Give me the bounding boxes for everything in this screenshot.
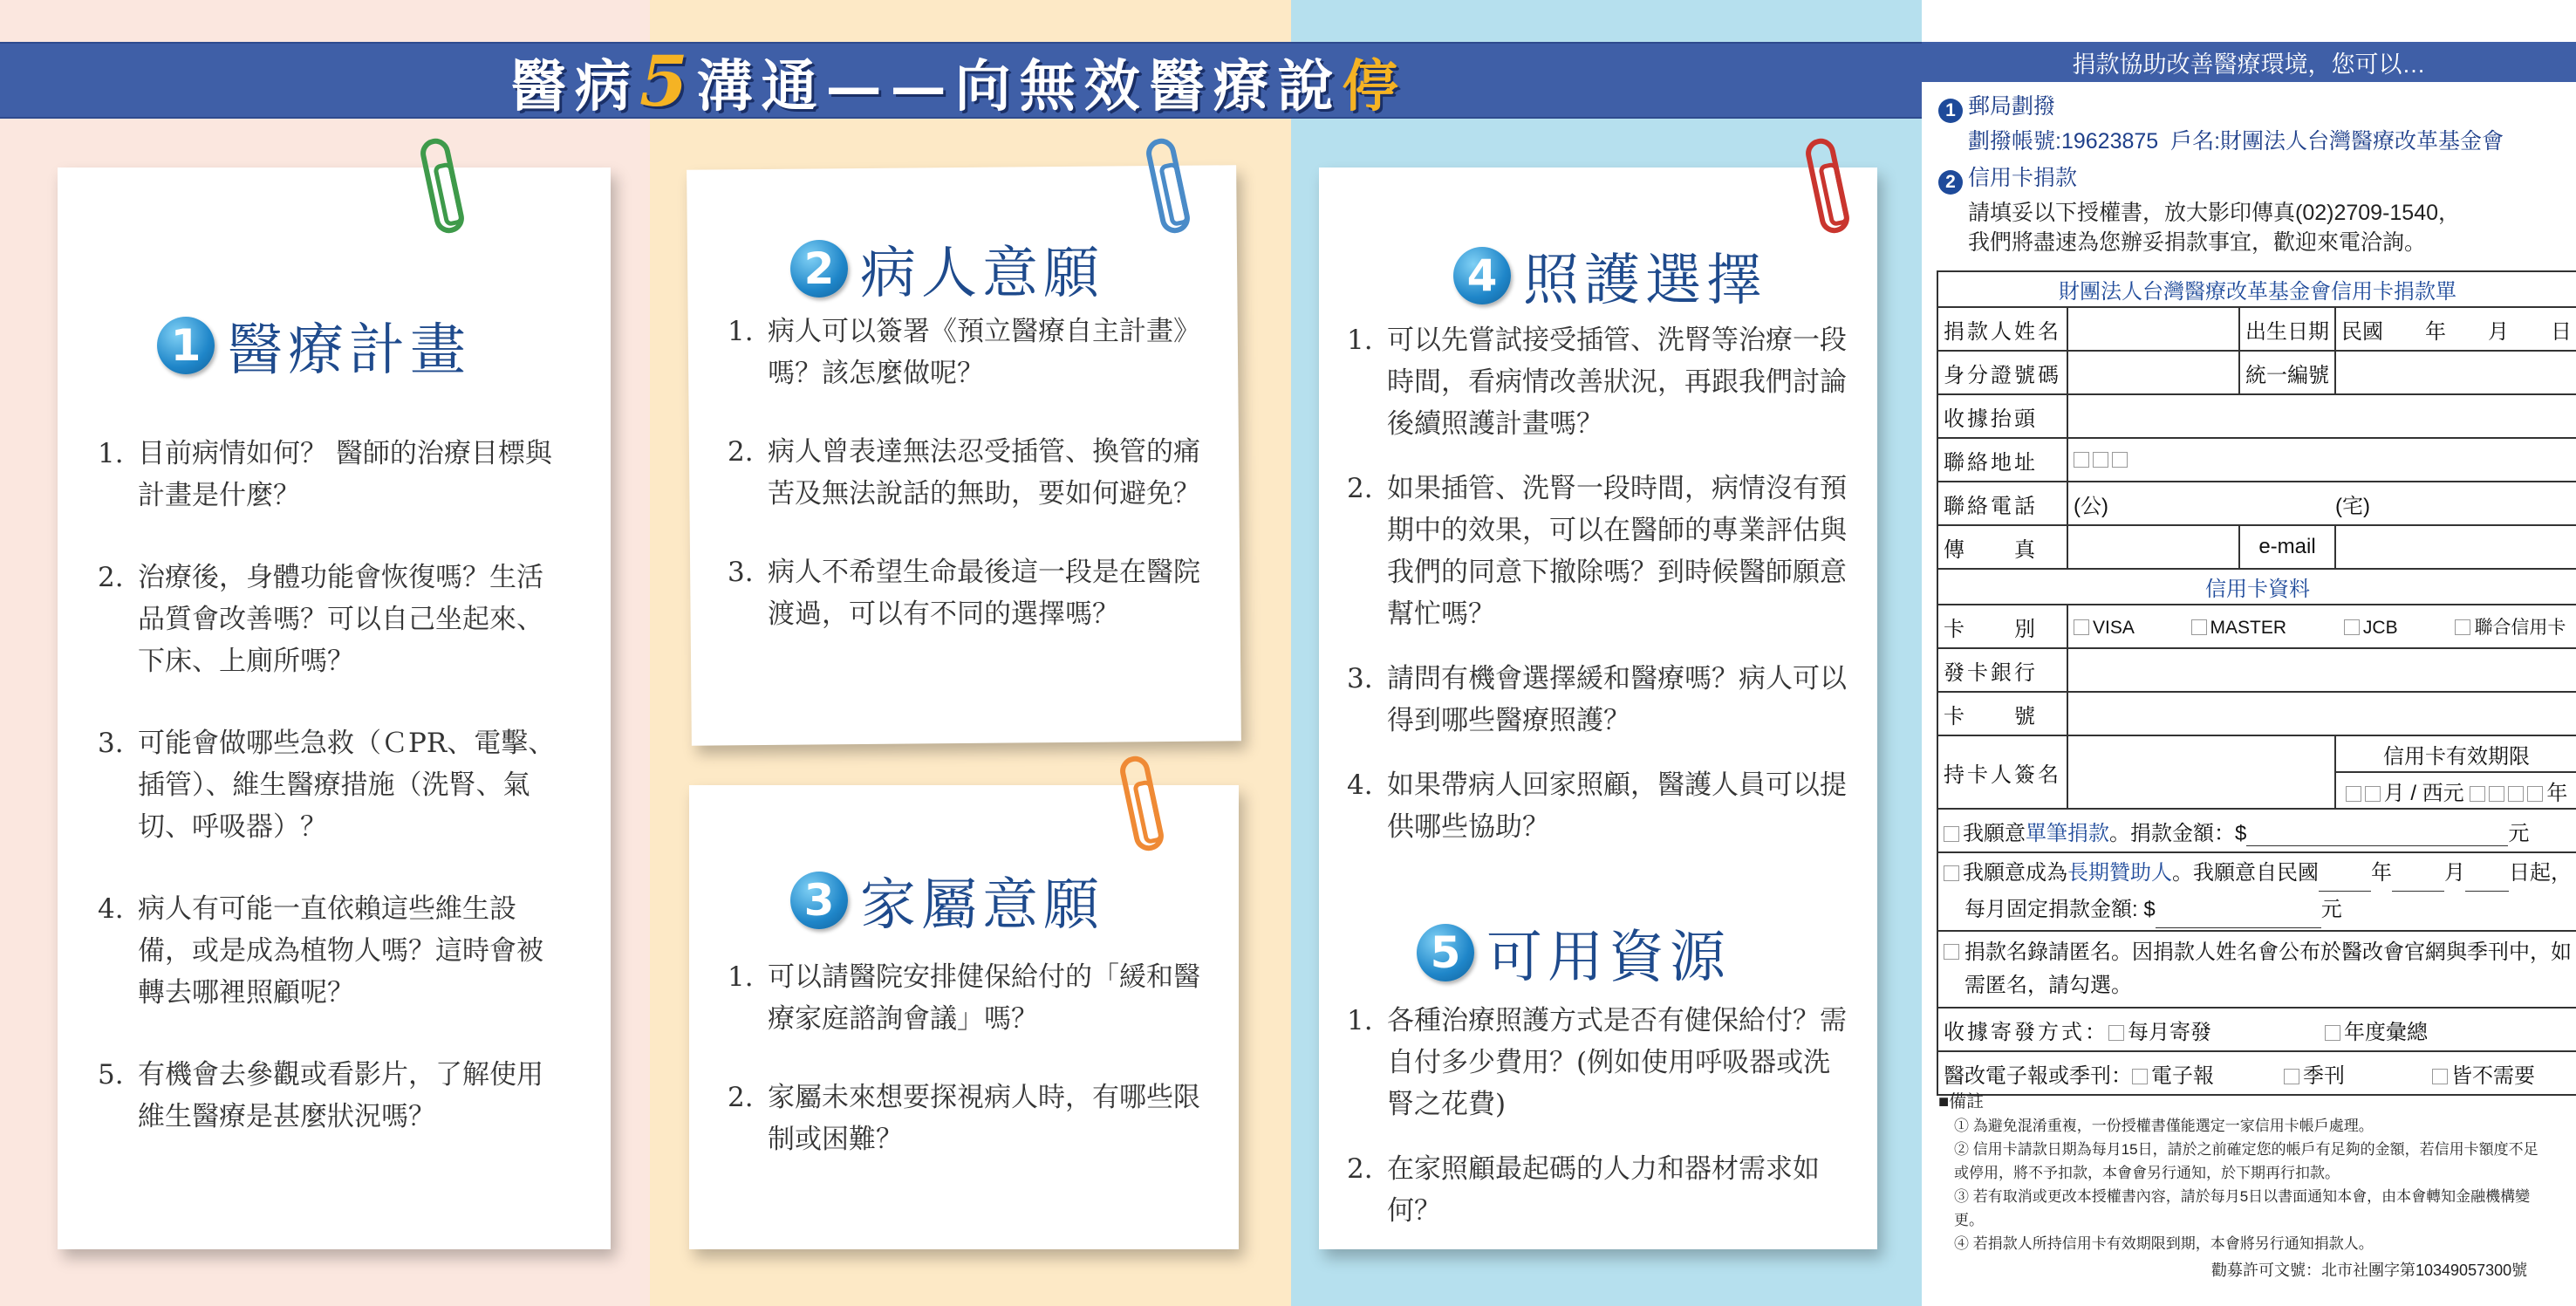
list-item: 2. 治療後，身體功能會恢復嗎？生活品質會改善嗎？可以自己坐起來、下床、上廁所嗎？ bbox=[98, 562, 543, 677]
monthly-mail-checkbox[interactable] bbox=[2108, 1025, 2124, 1041]
card-section-title: 信用卡資料 bbox=[1937, 569, 2576, 605]
quarterly-checkbox[interactable] bbox=[2284, 1069, 2299, 1084]
label-email: e-mail bbox=[2239, 525, 2335, 569]
section-4-list bbox=[1347, 319, 1853, 848]
no-need-checkbox[interactable] bbox=[2432, 1069, 2448, 1084]
label-card-holder-sign: 持卡人簽名 bbox=[1937, 735, 2067, 809]
permit-number: 勸募許可文號：北市社團字第10349057300號 bbox=[2211, 1262, 2528, 1279]
fax-field[interactable] bbox=[2067, 525, 2239, 569]
phone-field[interactable]: (公) (宅) bbox=[2067, 482, 2576, 525]
list-item: 3. 病人不希望生命最後這一段是在醫院渡過，可以有不同的選擇嗎？ bbox=[728, 557, 1200, 630]
remarks bbox=[1938, 1091, 2549, 1255]
remarks-title: ■備註 bbox=[1938, 1092, 1985, 1111]
donor-name-field[interactable] bbox=[2067, 307, 2239, 351]
list-item: 5. 有機會去參觀或看影片，了解使用維生醫療是甚麼狀況嗎？ bbox=[98, 1059, 543, 1132]
visa-checkbox[interactable] bbox=[2074, 619, 2089, 635]
banner-title: 醫病5溝通——向無效醫療說停 bbox=[510, 40, 1407, 122]
expiry-field[interactable]: 月 / 西元 年 bbox=[2335, 772, 2576, 809]
section-number-badge: 5 bbox=[1417, 924, 1474, 981]
section-5-heading bbox=[1417, 913, 1731, 993]
section-number-badge: 1 bbox=[157, 317, 215, 374]
yearly-mail-checkbox[interactable] bbox=[2325, 1025, 2340, 1041]
list-item: 3. 可能會做哪些急救（ＣPR、電擊、插管）、維生醫療措施（洗腎、氣切、呼吸器）？ bbox=[98, 728, 556, 843]
list-item: 1. 各種治療照護方式是否有健保給付？需自付多少費用？(例如使用呼吸器或洗腎之花費) bbox=[1347, 1005, 1847, 1120]
master-checkbox[interactable] bbox=[2191, 619, 2207, 635]
option-number-badge: 2 bbox=[1938, 170, 1963, 195]
section-number-badge: 4 bbox=[1453, 247, 1511, 304]
remark-item: ④ 若捐款人所持信用卡有效期限到期，本會將另行通知捐款人。 bbox=[1954, 1235, 2374, 1252]
list-item: 1. 可以先嘗試接受插管、洗腎等治療一段時間，看病情改善狀況，再跟我們討論後續照護計畫嗎？ bbox=[1347, 325, 1847, 440]
e-news-checkbox[interactable] bbox=[2132, 1069, 2148, 1084]
tax-id-field[interactable] bbox=[2335, 351, 2576, 394]
label-donor-name: 捐款人姓名 bbox=[1937, 307, 2067, 351]
label-issuer-bank: 發卡銀行 bbox=[1937, 648, 2067, 692]
issuer-bank-field[interactable] bbox=[2067, 648, 2576, 692]
donation-header: 捐款協助改善醫療環境，您可以… bbox=[1922, 42, 2576, 82]
label-tax-id: 統一編號 bbox=[2239, 351, 2335, 394]
section-title: 醫療計畫 bbox=[227, 318, 471, 383]
remark-item: ② 信用卡請款日期為每月15日，請於之前確定您的帳戶有足夠的金額，若信用卡額度不足或停用，將不予扣款，本會會另行通知，於下期再行扣款。 bbox=[1954, 1141, 2538, 1181]
section-title: 可用資源 bbox=[1486, 926, 1731, 990]
address-field[interactable] bbox=[2067, 438, 2576, 482]
label-expiry: 信用卡有效期限 bbox=[2335, 735, 2576, 772]
long-term-checkbox[interactable] bbox=[1944, 865, 1959, 881]
list-item: 2. 如果插管、洗腎一段時間，病情沒有預期中的效果，可以在醫師的專業評估與我們的同意下撤除嗎？到時候醫師願意幫忙嗎？ bbox=[1347, 473, 1847, 630]
label-fax: 傳 真 bbox=[1937, 525, 2067, 569]
option-credit-card: 2 信用卡捐款 bbox=[1938, 161, 2077, 195]
label-card-number: 卡 號 bbox=[1937, 692, 2067, 735]
birth-date-field[interactable]: 民國 年 月 日 bbox=[2335, 307, 2576, 351]
section-title: 照護選擇 bbox=[1523, 249, 1767, 313]
list-item: 4. 如果帶病人回家照顧，醫護人員可以提供哪些協助？ bbox=[1347, 769, 1847, 843]
list-item: 2. 在家照顧最起碼的人力和器材需求如何？ bbox=[1347, 1153, 1820, 1227]
credit-card-instructions-1: 請填妥以下授權書，放大影印傳真(02)2709-1540， bbox=[1968, 201, 2461, 225]
remark-item: ① 為避免混淆重複，一份授權書僅能選定一家信用卡帳戶處理。 bbox=[1954, 1118, 2374, 1134]
label-birth-date: 出生日期 bbox=[2239, 307, 2335, 351]
label-id-number: 身分證號碼 bbox=[1937, 351, 2067, 394]
section-1-list bbox=[98, 433, 569, 1138]
list-item: 1. 目前病情如何？ 醫師的治療目標與計畫是什麼？ bbox=[98, 438, 552, 511]
label-phone: 聯絡電話 bbox=[1937, 482, 2067, 525]
section-3-heading bbox=[790, 860, 1104, 940]
section-number-badge: 2 bbox=[790, 240, 848, 297]
receipt-mail-row: 收據寄發方式： 每月寄發 年度彙總 bbox=[1937, 1008, 2576, 1051]
receipt-title-field[interactable] bbox=[2067, 394, 2576, 438]
remark-item: ③ 若有取消或更改本授權書內容，請於每月5日以書面通知本會，由本會轉知金融機構變更。 bbox=[1954, 1188, 2531, 1228]
list-item: 2. 病人曾表達無法忍受插管、換管的痛苦及無法說話的無助，要如何避免？ bbox=[728, 436, 1200, 509]
section-4-heading bbox=[1453, 236, 1767, 316]
id-number-field[interactable] bbox=[2067, 351, 2239, 394]
section-1-heading bbox=[157, 305, 471, 386]
email-field[interactable] bbox=[2335, 525, 2576, 569]
anonymous-row: 捐款名錄請匿名。因捐款人姓名會公布於醫改會官網與季刊中，如需匿名，請勾選。 bbox=[1937, 931, 2576, 1008]
form-title: 財團法人台灣醫療改革基金會信用卡捐款單 bbox=[1937, 271, 2576, 307]
long-term-donation-row: 我願意成為長期贊助人。我願意自民國 年 月 日起， 每月固定捐款金額: $ 元 bbox=[1937, 852, 2576, 931]
list-item: 4. 病人有可能一直依賴這些維生設備，或是成為植物人嗎？這時會被轉去哪裡照顧呢？ bbox=[98, 893, 543, 1009]
section-number-badge: 3 bbox=[790, 872, 848, 929]
union-card-checkbox[interactable] bbox=[2455, 619, 2470, 635]
label-address: 聯絡地址 bbox=[1937, 438, 2067, 482]
postal-account-line: 劃撥帳號:19623875 戶名:財團法人台灣醫療改革基金會 bbox=[1968, 129, 2504, 154]
credit-card-donation-form bbox=[1937, 270, 2576, 1096]
single-donation-row: 我願意單筆捐款。捐款金額：$ 元 bbox=[1937, 809, 2576, 852]
jcb-checkbox[interactable] bbox=[2344, 619, 2360, 635]
single-donation-checkbox[interactable] bbox=[1944, 826, 1959, 842]
list-item: 1. 病人可以簽署《預立醫療自主計畫》嗎？該怎麼做呢？ bbox=[728, 316, 1200, 389]
option-number-badge: 1 bbox=[1938, 99, 1963, 123]
section-2-heading bbox=[790, 229, 1104, 309]
section-2-list bbox=[728, 311, 1213, 635]
section-title: 病人意願 bbox=[860, 242, 1104, 306]
card-number-field[interactable] bbox=[2067, 692, 2576, 735]
label-card-type: 卡 別 bbox=[1937, 605, 2067, 648]
section-5-list bbox=[1347, 1000, 1853, 1232]
anonymous-checkbox[interactable] bbox=[1944, 944, 1959, 960]
signature-field[interactable] bbox=[2067, 735, 2335, 809]
card-type-options: VISA MASTER JCB 聯合信用卡 bbox=[2067, 605, 2576, 648]
single-amount-field[interactable] bbox=[2246, 845, 2508, 846]
label-receipt-title: 收據抬頭 bbox=[1937, 394, 2067, 438]
option-postal: 1 郵局劃撥 bbox=[1938, 89, 2055, 123]
monthly-amount-field[interactable] bbox=[2156, 927, 2321, 928]
list-item: 3. 請問有機會選擇緩和醫療嗎？病人可以得到哪些醫療照護？ bbox=[1347, 663, 1847, 736]
section-3-list bbox=[728, 956, 1213, 1160]
list-item: 1. 可以請醫院安排健保給付的「緩和醫療家庭諮詢會議」嗎？ bbox=[728, 961, 1200, 1035]
credit-card-instructions-2: 我們將盡速為您辦妥捐款事宜，歡迎來電洽詢。 bbox=[1968, 230, 2427, 255]
list-item: 2. 家屬未來想要探視病人時，有哪些限制或困難？ bbox=[728, 1082, 1200, 1155]
newsletter-row: 醫改電子報或季刊： 電子報 季刊 皆不需要 bbox=[1937, 1051, 2576, 1095]
section-title: 家屬意願 bbox=[860, 873, 1104, 938]
